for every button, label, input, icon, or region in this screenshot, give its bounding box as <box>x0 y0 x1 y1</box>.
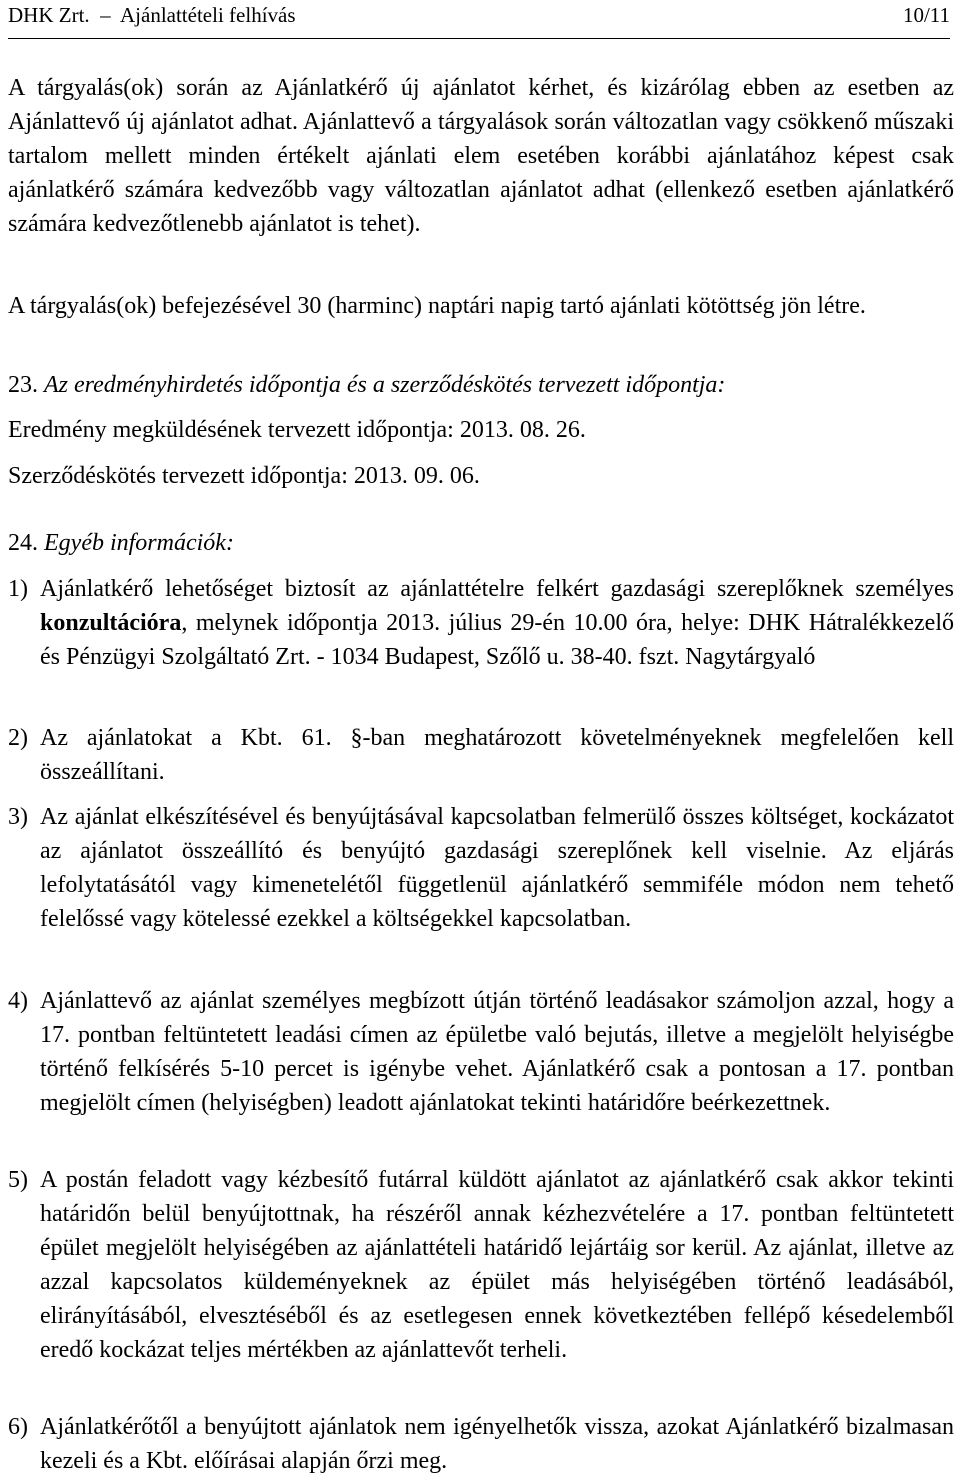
list-item-number: 6) <box>8 1414 28 1440</box>
page-header <box>8 0 950 39</box>
list-item-text: Ajánlattevő az ajánlat személyes megbízott útján történő leadásakor számoljon azzal, hogy a 17. pontban feltüntetett leadási címen az épületbe való bejutás, illetve a megjelölt helyiségbe történő felkísérés 5-10 percet is igénybe vehet. Ajánlatkérő csak a pontosan a 17. pontban megjelölt címen (helyiségben) leadott ajánlatokat tekinti határidőre beérkezettnek. <box>40 988 954 1116</box>
header-company: DHK Zrt. <box>8 3 90 27</box>
result-date-line: Eredmény megküldésének tervezett időpontja: 2013. 08. 26. <box>8 417 586 443</box>
list-item-number: 2) <box>8 725 28 751</box>
list-item-number: 5) <box>8 1167 28 1193</box>
list-item-text: Ajánlatkérőtől a benyújtott ajánlatok nem igényelhetők vissza, azokat Ajánlatkérő bizalmasan kezeli és a Kbt. előírásai alapján őrzi meg. <box>40 1414 954 1474</box>
header-left <box>8 0 296 30</box>
list-item-number: 4) <box>8 988 28 1014</box>
list-item <box>8 721 954 789</box>
list-item-number: 1) <box>8 576 28 602</box>
section-24-heading <box>8 526 954 560</box>
list-item <box>8 800 954 936</box>
section-23-title: Az eredményhirdetés időpontja és a szerződéskötés tervezett időpontja: <box>44 372 726 398</box>
section-24-title: Egyéb információk: <box>44 530 234 556</box>
header-page-number: 10/11 <box>902 3 950 27</box>
section-24-number: 24. <box>8 530 38 556</box>
list-item <box>8 1410 954 1478</box>
consultation-emphasis: konzultációra <box>40 610 182 636</box>
section-23-heading <box>8 368 954 402</box>
list-item-text-part: , melynek időpontja 2013. július 29-én 10.00 óra, helye: DHK Hátralékkezelő és Pénzügyi Szolgáltató Zrt. - 1034 Budapest, Szőlő u. 38-40. fszt. Nagytárgyaló <box>40 610 954 670</box>
list-item-text-part: Ajánlatkérő lehetőséget biztosít az ajánlattételre felkért gazdasági szereplőknek személyes <box>40 576 954 602</box>
contract-date-line: Szerződéskötés tervezett időpontja: 2013. 09. 06. <box>8 463 480 489</box>
list-item-text: Az ajánlat elkészítésével és benyújtásával kapcsolatban felmerülő összes költséget, kockázatot az ajánlatot összeállító és benyújtó gazdasági szereplőnek kell viselnie. Az eljárás lefolytatásától vagy kimenetelétől függetlenül ajánlatkérő semmiféle módon nem tehető felelőssé vagy kötelessé ezekkel a költségekkel kapcsolatban. <box>40 804 954 932</box>
list-item <box>8 1163 954 1367</box>
list-item-text <box>40 572 954 674</box>
list-item <box>8 984 954 1120</box>
negotiation-paragraph-1: A tárgyalás(ok) során az Ajánlatkérő új ajánlatot kérhet, és kizárólag ebben az esetben az Ajánlattevő új ajánlatot adhat. Ajánlattevő a tárgyalások során változatlan vagy csökkenő műszaki tartalom mellett minden értékelt ajánlati elem esetében korábbi ajánlatához képest csak ajánlatkérő számára kedvezőbb vagy változatlan ajánlatot adhat (ellenkező esetben ajánlatkérő számára kedvezőtlenebb ajánlatot is tehet). <box>8 75 954 237</box>
section-23-number: 23. <box>8 372 38 398</box>
header-doc-title: Ajánlattételi felhívás <box>120 3 296 27</box>
header-separator: – <box>100 3 111 27</box>
list-item-number: 3) <box>8 804 28 830</box>
list-item-text: A postán feladott vagy kézbesítő futárral küldött ajánlatot az ajánlatkérő csak akkor tekinti határidőn belül benyújtottnak, ha részéről annak kézhezvételére a 17. pontban feltüntetett épület megjelölt helyiségében az ajánlattételi határidő lejártáig sor kerül. Az ajánlat, illetve az azzal kapcsolatos küldeményeknek az épület más helyiségében történő leadásából, elirányításából, elvesztéséből és az esetlegesen ennek következtében fellépő késedelemből eredő kockázat teljes mértékben az ajánlattevőt terheli. <box>40 1167 954 1363</box>
negotiation-paragraph-2: A tárgyalás(ok) befejezésével 30 (harminc) naptári napig tartó ajánlati kötöttség jön létre. <box>8 293 866 319</box>
list-item-text: Az ajánlatokat a Kbt. 61. §-ban meghatározott követelményeknek megfelelően kell összeállítani. <box>40 725 954 785</box>
list-item <box>8 572 954 674</box>
